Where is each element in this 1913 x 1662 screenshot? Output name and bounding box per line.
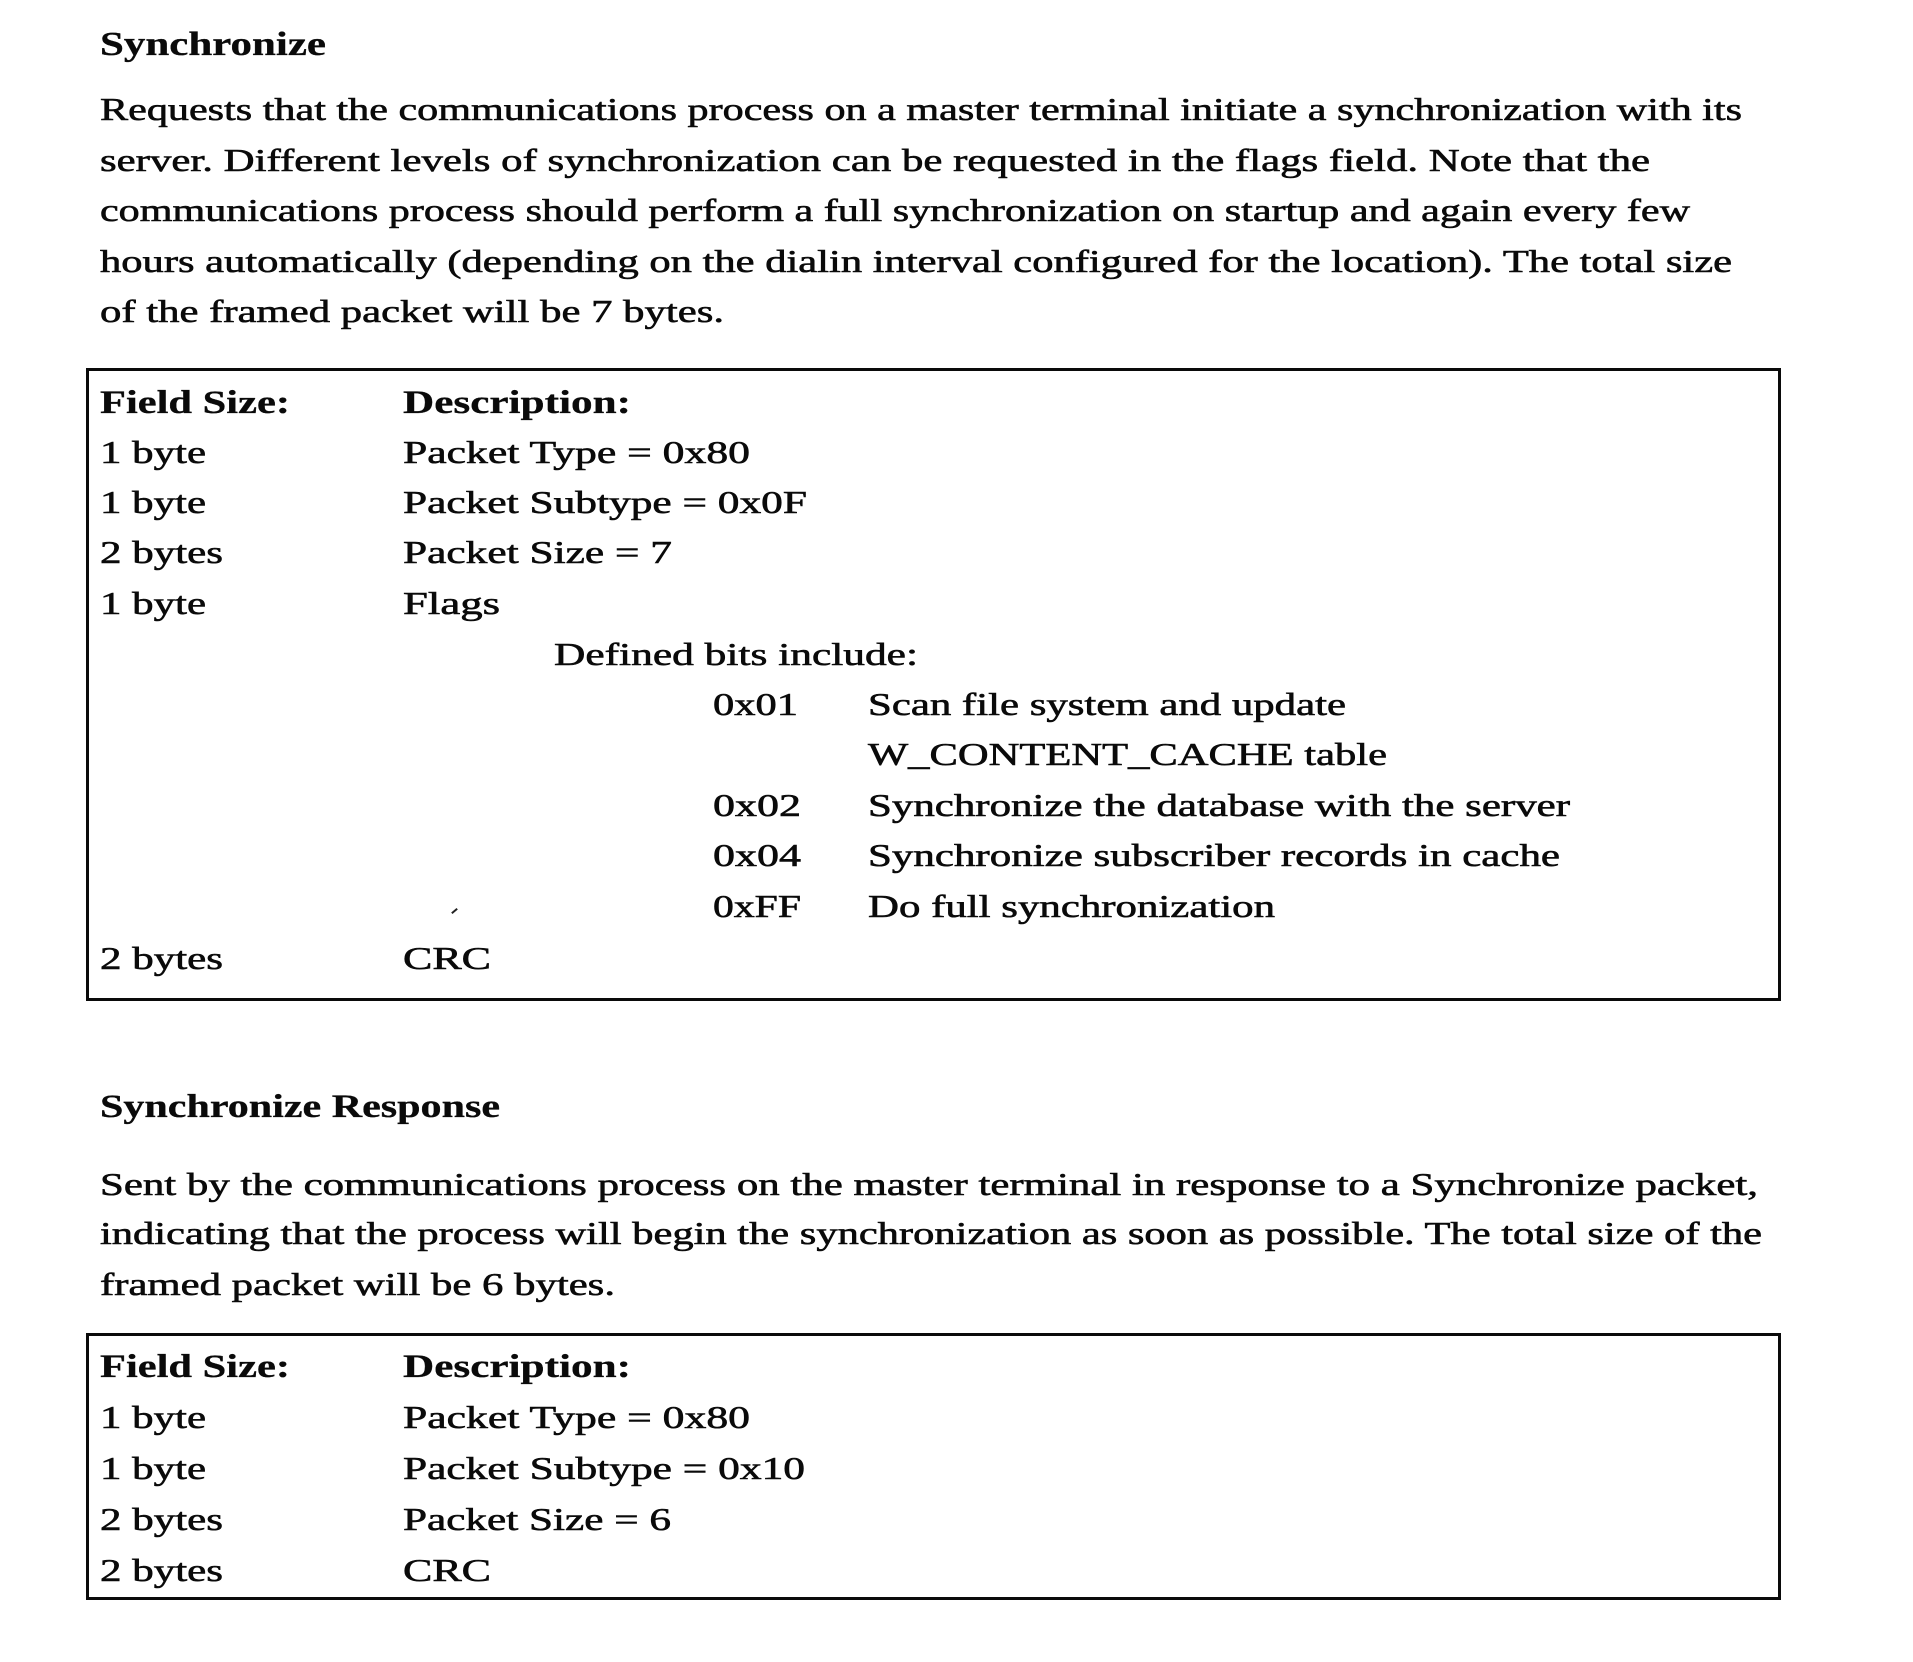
flag-bit-description: [868, 783, 1668, 833]
flag-bit-code: [713, 884, 863, 934]
svg-text:Synchronize subscriber records: Synchronize subscriber records in cache: [868, 837, 1560, 873]
table-row-field-size: [100, 430, 400, 480]
svg-text:Packet Type = 0x80: Packet Type = 0x80: [403, 434, 750, 470]
svg-text:0x02: 0x02: [713, 787, 801, 823]
table-row-field-size: [100, 1446, 400, 1496]
svg-text:Synchronize Response: Synchronize Response: [100, 1089, 500, 1125]
flag-bit-description: [868, 682, 1668, 732]
svg-text:2 bytes: 2 bytes: [100, 1501, 223, 1537]
flag-bit-description: [868, 884, 1668, 934]
svg-text:2 bytes: 2 bytes: [100, 940, 223, 976]
table-row-field-size: [100, 480, 400, 530]
section-heading-synchronize: [100, 0, 340, 63]
flag-bit-code: [713, 682, 863, 732]
table-row-description: [403, 1497, 903, 1547]
flags-intro: [554, 632, 1054, 682]
svg-text:Requests that the communicatio: Requests that the communications process on a master terminal initiate a synchronization with its: [100, 91, 1742, 127]
svg-text:Packet Subtype = 0x0F: Packet Subtype = 0x0F: [403, 484, 807, 520]
svg-text:2 bytes: 2 bytes: [100, 1552, 223, 1588]
table-header-description: [403, 380, 703, 430]
svg-text:Description:: Description:: [403, 1349, 631, 1385]
table-row-field-size: [100, 936, 400, 986]
svg-text:framed packet will be 6 bytes.: framed packet will be 6 bytes.: [100, 1266, 615, 1302]
svg-text:1 byte: 1 byte: [100, 585, 206, 621]
table-row-description: [403, 1446, 903, 1496]
svg-text:1 byte: 1 byte: [100, 484, 206, 520]
table-row-description: [403, 530, 903, 580]
svg-text:1 byte: 1 byte: [100, 1450, 206, 1486]
svg-text:Packet Size = 6: Packet Size = 6: [403, 1501, 671, 1537]
svg-text:0x04: 0x04: [713, 837, 801, 873]
table-row-field-size: [100, 1497, 400, 1547]
svg-text:2 bytes: 2 bytes: [100, 534, 223, 570]
svg-text:of the framed packet will be 7: of the framed packet will be 7 bytes.: [100, 293, 724, 329]
svg-text:Packet Subtype = 0x10: Packet Subtype = 0x10: [403, 1450, 805, 1486]
table-row-description: [403, 480, 903, 530]
table-row-field-size: [100, 581, 400, 631]
svg-text:server. Different levels of s: server. Different levels of synchronization can be requested in the flags field. Note that the: [100, 142, 1651, 178]
svg-text:Defined bits include:: Defined bits include:: [554, 636, 918, 672]
table-header-field-size: [100, 380, 400, 430]
table-row-description: [403, 430, 903, 480]
flag-bit-code: [713, 783, 863, 833]
svg-text:Field Size:: Field Size:: [100, 385, 290, 421]
svg-text:indicating that the process wi: indicating that the process will begin the synchronization as soon as possible. The total size of the: [100, 1215, 1762, 1251]
svg-text:0xFF: 0xFF: [713, 888, 801, 924]
table-row-field-size: [100, 530, 400, 580]
table-row-description: [403, 936, 703, 986]
svg-text:hours automatically (depending: hours automatically (depending on the dialin interval configured for the location). The total size: [100, 243, 1732, 279]
svg-text:Flags: Flags: [403, 585, 500, 621]
flag-bit-code: [713, 833, 863, 883]
table-header-description: [403, 1344, 703, 1394]
table-row-description: [403, 581, 903, 631]
paragraph-line: [100, 237, 1800, 287]
svg-text:CRC: CRC: [403, 940, 491, 976]
svg-text:Scan file system and update: Scan file system and update: [868, 686, 1346, 722]
paragraph-line: [100, 287, 1800, 337]
svg-text:0x01: 0x01: [713, 686, 798, 722]
paragraph-line: [100, 186, 1800, 236]
svg-text:W_CONTENT_CACHE table: W_CONTENT_CACHE table: [868, 736, 1387, 772]
flag-bit-description: [868, 732, 1668, 782]
table-row-description: [403, 1395, 903, 1445]
svg-text:Packet Type = 0x80: Packet Type = 0x80: [403, 1399, 750, 1435]
svg-text:Do full synchronization: Do full synchronization: [868, 888, 1275, 924]
paragraph-line: [100, 136, 1800, 186]
table-row-field-size: [100, 1395, 400, 1445]
section-heading-synchronize-response: [100, 1084, 550, 1134]
svg-text:1 byte: 1 byte: [100, 1399, 206, 1435]
table-row-description: [403, 1548, 703, 1598]
svg-text:Field Size:: Field Size:: [100, 1349, 290, 1385]
svg-text:Packet Size = 7: Packet Size = 7: [403, 534, 672, 570]
svg-text:Sent by the communications pro: Sent by the communications process on the master terminal in response to a Synchronize packet,: [100, 1166, 1758, 1202]
svg-text:Synchronize: Synchronize: [100, 26, 326, 63]
svg-text:Description:: Description:: [403, 385, 631, 421]
flag-bit-description: [868, 833, 1668, 883]
paragraph-line: [100, 1260, 1800, 1310]
paragraph-line: [100, 85, 1800, 135]
paragraph-line: [100, 1209, 1800, 1259]
table-row-field-size: [100, 1548, 400, 1598]
paragraph-line: [100, 1160, 1800, 1210]
table-header-field-size: [100, 1344, 400, 1394]
svg-text:1 byte: 1 byte: [100, 434, 206, 470]
svg-text:communications process should: communications process should perform a full synchronization on startup and again every few: [100, 192, 1690, 228]
svg-text:CRC: CRC: [403, 1552, 491, 1588]
svg-text:Synchronize the database with: Synchronize the database with the server: [868, 787, 1571, 823]
